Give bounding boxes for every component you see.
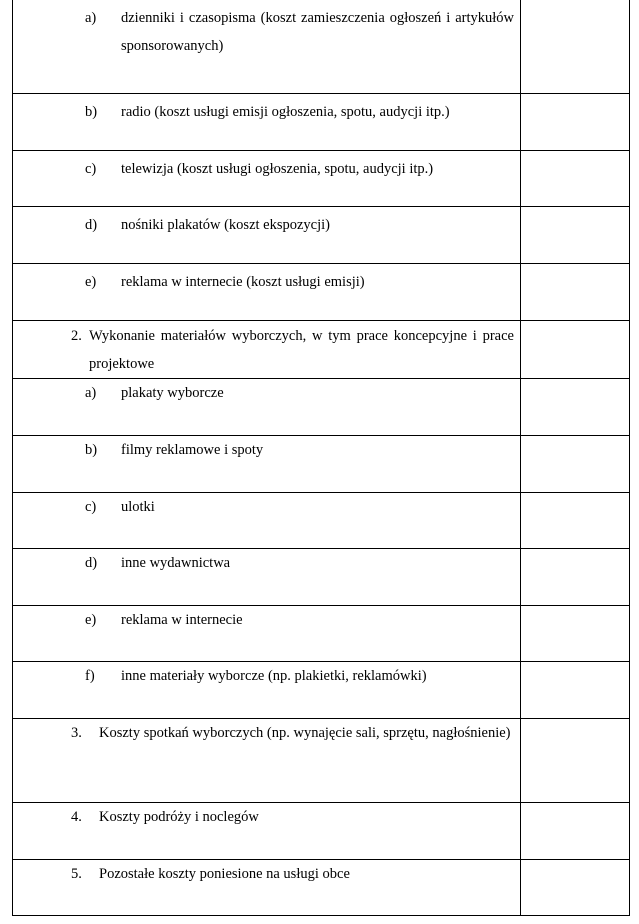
- item-text: reklama w internecie: [121, 611, 243, 628]
- amount-cell[interactable]: [521, 93, 630, 150]
- row-label-cell: [13, 206, 521, 263]
- list-item: [13, 549, 520, 577]
- list-item: [13, 803, 520, 831]
- item-marker: b): [85, 103, 98, 120]
- list-item: [13, 0, 520, 60]
- item-text: filmy reklamowe i spoty: [121, 441, 264, 458]
- table-row: [13, 718, 630, 802]
- list-item: [13, 719, 520, 747]
- amount-cell[interactable]: [521, 435, 630, 492]
- item-text: inne wydawnictwa: [121, 554, 231, 571]
- item-marker: b): [85, 441, 98, 458]
- item-marker: f): [85, 667, 95, 684]
- item-marker: 2.: [71, 327, 82, 344]
- item-marker: e): [85, 611, 97, 628]
- item-marker: c): [85, 498, 97, 515]
- election-costs-table: [12, 0, 630, 916]
- item-text: telewizja (koszt usługi ogłoszenia, spotu, audycji itp.): [121, 160, 434, 177]
- amount-cell[interactable]: [521, 0, 630, 93]
- item-text: Pozostałe koszty poniesione na usługi obce: [99, 865, 350, 882]
- item-text: Koszty podróży i noclegów: [99, 808, 259, 825]
- list-item: [13, 436, 520, 464]
- amount-cell[interactable]: [521, 206, 630, 263]
- list-item: [13, 94, 520, 126]
- row-label-cell: [13, 548, 521, 605]
- row-label-cell: [13, 320, 521, 378]
- table-row: [13, 661, 630, 718]
- list-item: [13, 321, 520, 378]
- list-item: [13, 606, 520, 634]
- row-label-cell: [13, 492, 521, 548]
- table-row: [13, 206, 630, 263]
- amount-cell[interactable]: [521, 263, 630, 320]
- item-marker: a): [85, 384, 97, 401]
- list-item: [13, 379, 520, 407]
- table-row: [13, 0, 630, 93]
- item-marker: 3.: [71, 724, 82, 741]
- row-label-cell: [13, 802, 521, 859]
- amount-cell[interactable]: [521, 802, 630, 859]
- table-row: [13, 263, 630, 320]
- item-marker: d): [85, 216, 98, 233]
- row-label-cell: [13, 93, 521, 150]
- table-row: [13, 802, 630, 859]
- table-row: [13, 320, 630, 378]
- amount-cell[interactable]: [521, 150, 630, 206]
- item-marker: a): [85, 10, 97, 26]
- item-text: radio (koszt usługi emisji ogłoszenia, spotu, audycji itp.): [121, 103, 450, 120]
- list-item: [13, 662, 520, 690]
- item-text: ulotki: [121, 498, 155, 515]
- list-item: [13, 493, 520, 521]
- row-label-cell: [13, 718, 521, 802]
- list-item: [13, 860, 520, 888]
- table-row: [13, 548, 630, 605]
- amount-cell[interactable]: [521, 718, 630, 802]
- amount-cell[interactable]: [521, 548, 630, 605]
- row-label-cell: [13, 263, 521, 320]
- row-label-cell: [13, 859, 521, 915]
- item-text: reklama w internecie (koszt usługi emisji): [121, 273, 365, 290]
- amount-cell[interactable]: [521, 605, 630, 661]
- item-marker: 5.: [71, 865, 82, 882]
- item-marker: d): [85, 554, 98, 571]
- table-row: [13, 378, 630, 435]
- table-row: [13, 150, 630, 206]
- table-row: [13, 859, 630, 915]
- list-item: [13, 207, 520, 239]
- row-label-cell: [13, 605, 521, 661]
- amount-cell[interactable]: [521, 661, 630, 718]
- item-text: nośniki plakatów (koszt ekspozycji): [121, 216, 330, 233]
- list-item: [13, 151, 520, 183]
- amount-cell[interactable]: [521, 859, 630, 915]
- item-text: inne materiały wyborcze (np. plakietki, reklamówki): [121, 667, 427, 684]
- item-marker: c): [85, 160, 97, 177]
- row-label-cell: [13, 435, 521, 492]
- amount-cell[interactable]: [521, 320, 630, 378]
- table-row: [13, 605, 630, 661]
- item-marker: 4.: [71, 808, 82, 825]
- amount-cell[interactable]: [521, 492, 630, 548]
- item-text: Wykonanie materiałów wyborczych, w tym prace koncepcyjne i prace projektowe: [89, 327, 514, 372]
- table-row: [13, 93, 630, 150]
- row-label-cell: [13, 378, 521, 435]
- amount-cell[interactable]: [521, 378, 630, 435]
- table-row: [13, 435, 630, 492]
- row-label-cell: [13, 661, 521, 718]
- item-text: plakaty wyborcze: [121, 384, 224, 401]
- table-row: [13, 492, 630, 548]
- row-label-cell: [13, 150, 521, 206]
- item-text: Koszty spotkań wyborczych (np. wynajęcie sali, sprzętu, nagłośnienie): [99, 724, 511, 741]
- item-marker: e): [85, 273, 97, 290]
- row-label-cell: [13, 0, 521, 93]
- list-item: [13, 264, 520, 296]
- item-text: dzienniki i czasopisma (koszt zamieszczenia ogłoszeń i artykułów sponsorowanych): [121, 10, 514, 54]
